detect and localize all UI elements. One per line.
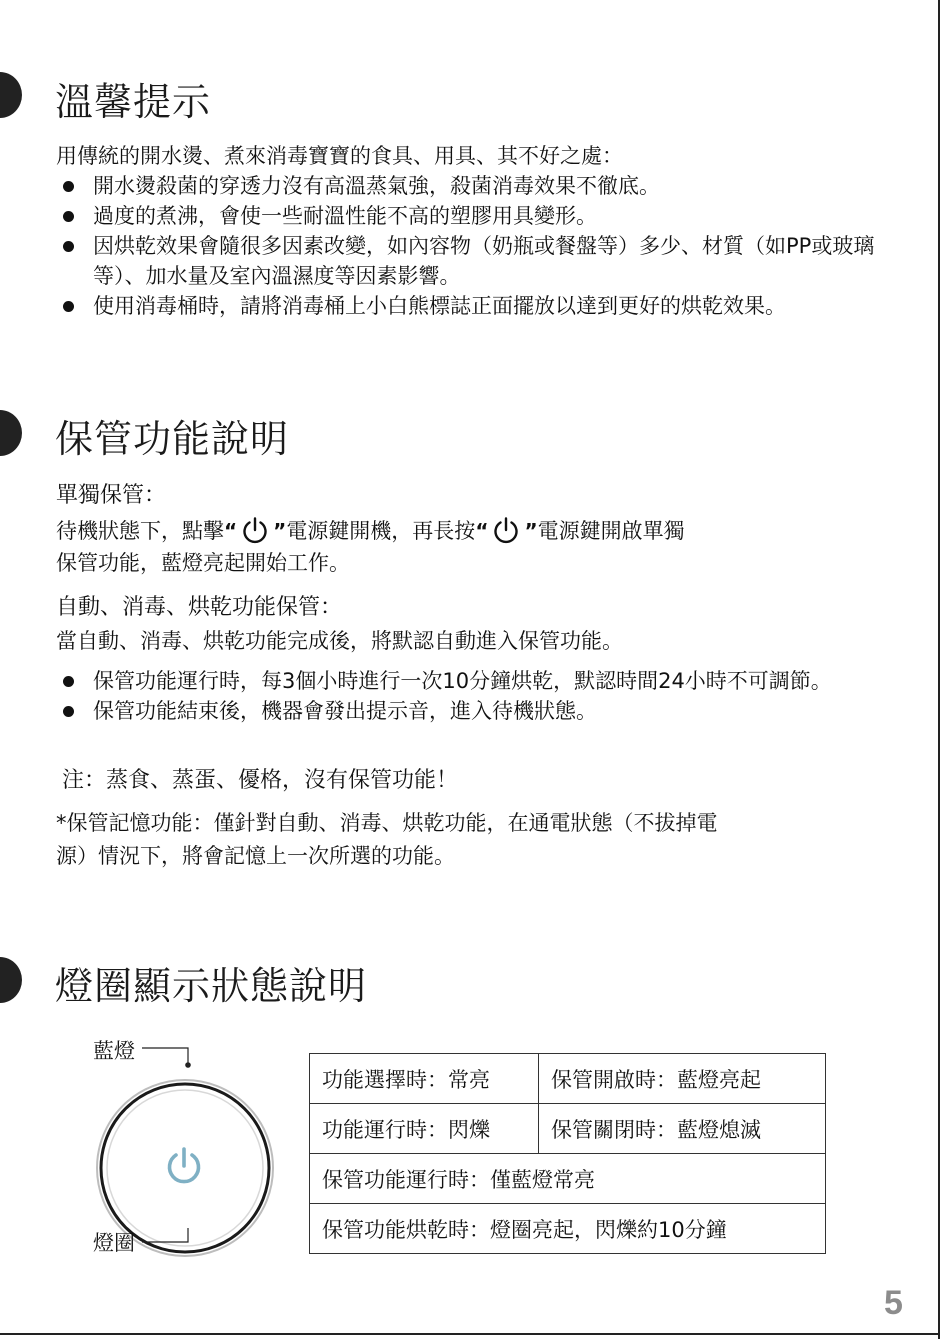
section-marker — [0, 72, 22, 118]
light-ring-diagram — [0, 1030, 300, 1260]
page-border-right — [938, 0, 940, 1339]
list-item: 過度的煮沸，會使一些耐溫性能不高的塑膠用具變形。 — [56, 201, 876, 231]
power-icon — [491, 515, 521, 545]
table-cell: 保管關閉時：藍燈熄滅 — [539, 1104, 826, 1154]
tips-bullet-list — [56, 171, 876, 321]
table-row — [310, 1204, 826, 1254]
bullet-dot — [63, 211, 74, 222]
page-border-bottom — [0, 1333, 940, 1335]
tips-title: 溫馨提示 — [55, 80, 212, 124]
table-cell: 功能選擇時：常亮 — [310, 1054, 539, 1104]
tips-intro: 用傳統的開水燙、煮來消毒寶寶的食具、用具、其不好之處： — [56, 144, 623, 168]
list-item: 保管功能結束後，機器會發出提示音，進入待機狀態。 — [56, 696, 876, 726]
table-row — [310, 1154, 826, 1204]
table-cell: 保管開啟時：藍燈亮起 — [539, 1054, 826, 1104]
ring-title: 燈圈顯示狀態說明 — [55, 964, 368, 1008]
section-marker — [0, 957, 22, 1003]
memory-function-line2: 源）情況下，將會記憶上一次所選的功能。 — [56, 844, 455, 868]
table-cell: 保管功能運行時：僅藍燈常亮 — [310, 1154, 826, 1204]
table-row — [310, 1054, 826, 1104]
bullet-dot — [63, 181, 74, 192]
section-marker — [0, 410, 22, 456]
table-cell: 保管功能烘乾時：燈圈亮起，閃爍約10分鐘 — [310, 1204, 826, 1254]
power-icon — [240, 515, 270, 545]
bullet-dot — [63, 301, 74, 312]
single-storage-heading: 單獨保管： — [56, 483, 167, 508]
page-number: 5 — [884, 1284, 903, 1322]
auto-storage-heading: 自動、消毒、烘乾功能保管： — [56, 595, 343, 620]
single-storage-text: 待機狀態下，點擊“ ”電源鍵開機，再長按“ ”電源鍵開啟單獨 — [56, 515, 685, 546]
table-row — [310, 1104, 826, 1154]
bullet-dot — [63, 706, 74, 717]
table-cell: 功能運行時：閃爍 — [310, 1104, 539, 1154]
storage-note: 注：蒸食、蒸蛋、優格，沒有保管功能！ — [62, 768, 459, 793]
blue-light-label: 藍燈 — [93, 1039, 135, 1063]
bullet-dot — [63, 676, 74, 687]
light-ring-label: 燈圈 — [93, 1231, 135, 1255]
memory-function-line1: *保管記憶功能：僅針對自動、消毒、烘乾功能，在通電狀態（不拔掉電 — [56, 811, 718, 835]
list-item: 使用消毒桶時，請將消毒桶上小白熊標誌正面擺放以達到更好的烘乾效果。 — [56, 291, 876, 321]
list-item: 因烘乾效果會隨很多因素改變，如內容物（奶瓶或餐盤等）多少、材質（如PP或玻璃等）、加水量及室內溫濕度等因素影響。 — [56, 231, 876, 291]
light-ring-illustration — [0, 1030, 300, 1260]
list-item: 開水燙殺菌的穿透力沒有高溫蒸氣強，殺菌消毒效果不徹底。 — [56, 171, 876, 201]
storage-title: 保管功能說明 — [55, 417, 290, 461]
single-storage-text-line2: 保管功能，藍燈亮起開始工作。 — [56, 551, 350, 575]
auto-storage-text: 當自動、消毒、烘乾功能完成後，將默認自動進入保管功能。 — [56, 629, 623, 653]
storage-bullet-list — [56, 666, 876, 726]
list-item: 保管功能運行時，每3個小時進行一次10分鐘烘乾，默認時間24小時不可調節。 — [56, 666, 876, 696]
power-button-icon — [163, 1145, 205, 1187]
bullet-dot — [63, 241, 74, 252]
ring-status-table — [309, 1053, 826, 1254]
